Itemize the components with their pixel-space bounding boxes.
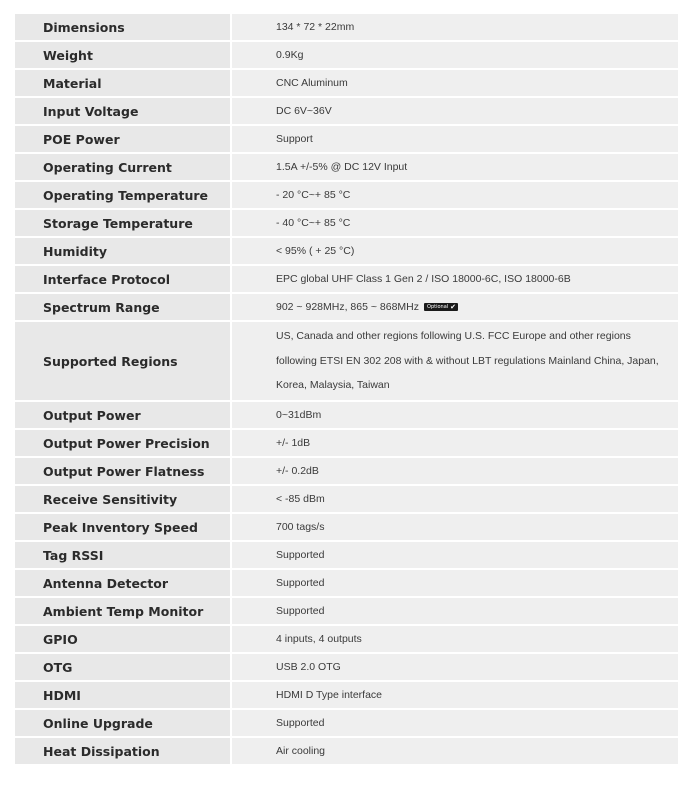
spec-row-dimensions xyxy=(15,14,678,40)
spec-row-tag-rssi xyxy=(15,542,678,568)
spec-value: USB 2.0 OTG xyxy=(232,654,678,680)
spec-label: Output Power Flatness xyxy=(15,458,230,484)
spec-row-heat-dissipation xyxy=(15,738,678,764)
spec-value: - 40 °C~+ 85 °C xyxy=(232,210,678,236)
spec-label: Output Power Precision xyxy=(15,430,230,456)
spec-label: Weight xyxy=(15,42,230,68)
spec-row-humidity xyxy=(15,238,678,264)
spec-label: Supported Regions xyxy=(15,322,230,400)
spec-label: Humidity xyxy=(15,238,230,264)
optional-badge xyxy=(424,303,458,311)
spec-value: 0.9Kg xyxy=(232,42,678,68)
spec-value: 4 inputs, 4 outputs xyxy=(232,626,678,652)
spec-value: DC 6V~36V xyxy=(232,98,678,124)
spec-row-supported-regions xyxy=(15,322,678,400)
spec-row-otg xyxy=(15,654,678,680)
spec-value: - 20 °C~+ 85 °C xyxy=(232,182,678,208)
spec-value: Supported xyxy=(232,710,678,736)
spec-label: Spectrum Range xyxy=(15,294,230,320)
spec-value: < 95% ( + 25 °C) xyxy=(232,238,678,264)
spec-value: Support xyxy=(232,126,678,152)
spec-label: Output Power xyxy=(15,402,230,428)
spec-label: Online Upgrade xyxy=(15,710,230,736)
spec-label: Heat Dissipation xyxy=(15,738,230,764)
spec-label: HDMI xyxy=(15,682,230,708)
spec-row-receive-sensitivity xyxy=(15,486,678,512)
spec-value: +/- 1dB xyxy=(232,430,678,456)
spec-value: Supported xyxy=(232,542,678,568)
spec-row-input-voltage xyxy=(15,98,678,124)
check-icon: ✔ xyxy=(450,303,457,311)
spec-row-interface-protocol xyxy=(15,266,678,292)
spec-label: Operating Current xyxy=(15,154,230,180)
spec-value: +/- 0.2dB xyxy=(232,458,678,484)
spec-row-poe-power xyxy=(15,126,678,152)
spec-label: Operating Temperature xyxy=(15,182,230,208)
spec-table xyxy=(15,14,678,764)
spec-label: Material xyxy=(15,70,230,96)
spec-value: HDMI D Type interface xyxy=(232,682,678,708)
spec-value: Supported xyxy=(232,598,678,624)
spec-row-output-power xyxy=(15,402,678,428)
spec-row-weight xyxy=(15,42,678,68)
spec-label: GPIO xyxy=(15,626,230,652)
spec-label: OTG xyxy=(15,654,230,680)
spec-row-operating-temperature xyxy=(15,182,678,208)
spec-value: EPC global UHF Class 1 Gen 2 / ISO 18000-6C, ISO 18000-6B xyxy=(232,266,678,292)
spec-label: Antenna Detector xyxy=(15,570,230,596)
spec-label: Receive Sensitivity xyxy=(15,486,230,512)
spec-label: POE Power xyxy=(15,126,230,152)
spec-value: 134 * 72 * 22mm xyxy=(232,14,678,40)
spec-label: Tag RSSI xyxy=(15,542,230,568)
spec-value: CNC Aluminum xyxy=(232,70,678,96)
spec-row-antenna-detector xyxy=(15,570,678,596)
spec-row-ambient-temp-monitor xyxy=(15,598,678,624)
spec-row-spectrum-range xyxy=(15,294,678,320)
spec-row-operating-current xyxy=(15,154,678,180)
optional-badge-label: Optional xyxy=(427,304,449,310)
spec-label: Storage Temperature xyxy=(15,210,230,236)
spec-value: 1.5A +/-5% @ DC 12V Input xyxy=(232,154,678,180)
spec-label: Interface Protocol xyxy=(15,266,230,292)
spec-row-gpio xyxy=(15,626,678,652)
spec-value: Air cooling xyxy=(232,738,678,764)
spec-row-online-upgrade xyxy=(15,710,678,736)
spec-value xyxy=(232,294,678,320)
spec-label: Input Voltage xyxy=(15,98,230,124)
spec-label: Peak Inventory Speed xyxy=(15,514,230,540)
spec-row-hdmi xyxy=(15,682,678,708)
spec-value: 700 tags/s xyxy=(232,514,678,540)
spec-row-output-power-flatness xyxy=(15,458,678,484)
spec-value: < -85 dBm xyxy=(232,486,678,512)
spec-value: Supported xyxy=(232,570,678,596)
spec-value-text: 902 ~ 928MHz, 865 ~ 868MHz xyxy=(276,301,420,313)
spec-value: US, Canada and other regions following U.S. FCC Europe and other regions following ETSI EN 302 208 with & without LBT regulations Mainland China, Japan, Korea, Malaysia, Taiwan xyxy=(232,322,678,400)
spec-row-storage-temperature xyxy=(15,210,678,236)
spec-value: 0~31dBm xyxy=(232,402,678,428)
spec-row-output-power-precision xyxy=(15,430,678,456)
spec-label: Dimensions xyxy=(15,14,230,40)
spec-label: Ambient Temp Monitor xyxy=(15,598,230,624)
spec-row-material xyxy=(15,70,678,96)
spec-row-peak-inventory-speed xyxy=(15,514,678,540)
